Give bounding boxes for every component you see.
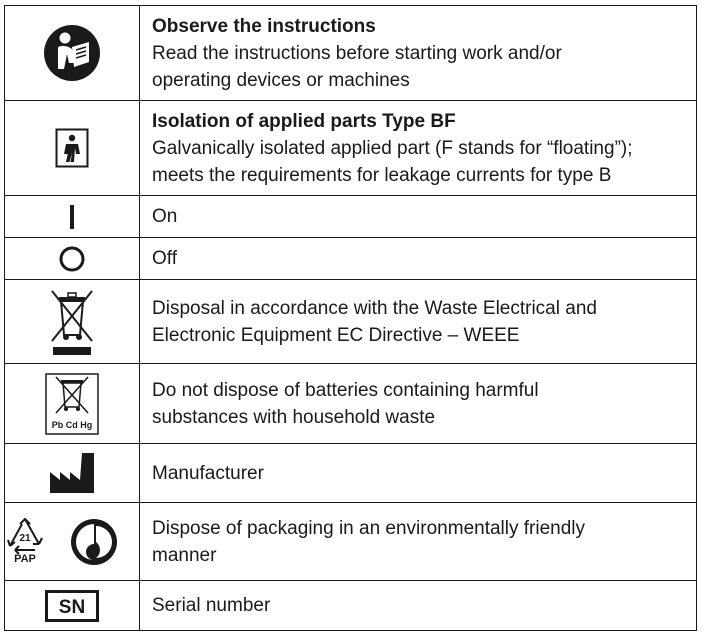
power-off-icon [58, 245, 86, 273]
description-cell [140, 238, 697, 280]
row-description-line: meets the requirements for leakage currents for type B [152, 164, 612, 186]
row-description-line: operating devices or machines [152, 69, 410, 91]
row-description-line: Do not dispose of batteries containing harmful [152, 379, 539, 401]
table-row [5, 581, 697, 631]
row-description-line: Manufacturer [152, 462, 264, 484]
description-cell [140, 6, 697, 101]
battery-heavy-metals-label: Pb Cd Hg [51, 419, 93, 430]
power-on-icon [67, 204, 77, 230]
table-row [5, 196, 697, 238]
table-row [5, 101, 697, 196]
row-description-line: Electronic Equipment EC Directive – WEEE [152, 324, 520, 346]
type-bf-applied-part-icon [55, 128, 89, 168]
table-row [5, 444, 697, 503]
green-dot-icon [69, 517, 119, 567]
row-description-line: Read the instructions before starting work and/or [152, 42, 562, 64]
table-row [5, 364, 697, 444]
symbols-table [4, 5, 697, 631]
description-cell [140, 364, 697, 444]
table-row [5, 503, 697, 581]
row-description-line: Dispose of packaging in an environmentally friendly [152, 517, 586, 539]
row-description-line: Serial number [152, 595, 271, 616]
symbol-cell [5, 503, 140, 581]
table-row [5, 6, 697, 101]
symbol-cell [5, 238, 140, 280]
symbol-cell [5, 364, 140, 444]
symbol-cell [5, 581, 140, 631]
row-description-line: substances with household waste [152, 406, 436, 428]
weee-crossed-bin-icon [48, 287, 96, 357]
manufacturer-icon [49, 452, 95, 494]
symbol-cell [5, 444, 140, 503]
description-cell [140, 581, 697, 631]
symbol-cell [5, 196, 140, 238]
row-description-line: Off [152, 248, 177, 269]
description-cell [140, 196, 697, 238]
description-cell [140, 444, 697, 503]
row-description-line: manner [152, 544, 217, 566]
description-cell [140, 280, 697, 364]
row-description-line: Galvanically isolated applied part (F stands for “floating”); [152, 137, 633, 159]
symbol-cell [5, 280, 140, 364]
serial-number-icon [45, 590, 99, 622]
recycling-material-label: PAP [14, 553, 36, 565]
table-row [5, 280, 697, 364]
recycling-triangle-icon [5, 518, 45, 554]
symbol-cell [5, 6, 140, 101]
row-description-line: On [152, 206, 178, 227]
table-row [5, 238, 697, 280]
serial-number-label: SN [58, 596, 86, 618]
row-title: Isolation of applied parts Type BF [152, 110, 456, 132]
row-description-line: Disposal in accordance with the Waste Electrical and [152, 297, 597, 319]
description-cell [140, 503, 697, 581]
row-title: Observe the instructions [152, 15, 376, 37]
read-instructions-icon [42, 23, 102, 83]
description-cell [140, 101, 697, 196]
battery-disposal-icon [45, 373, 99, 435]
recycling-code-label: 21 [19, 533, 31, 544]
symbol-cell [5, 101, 140, 196]
